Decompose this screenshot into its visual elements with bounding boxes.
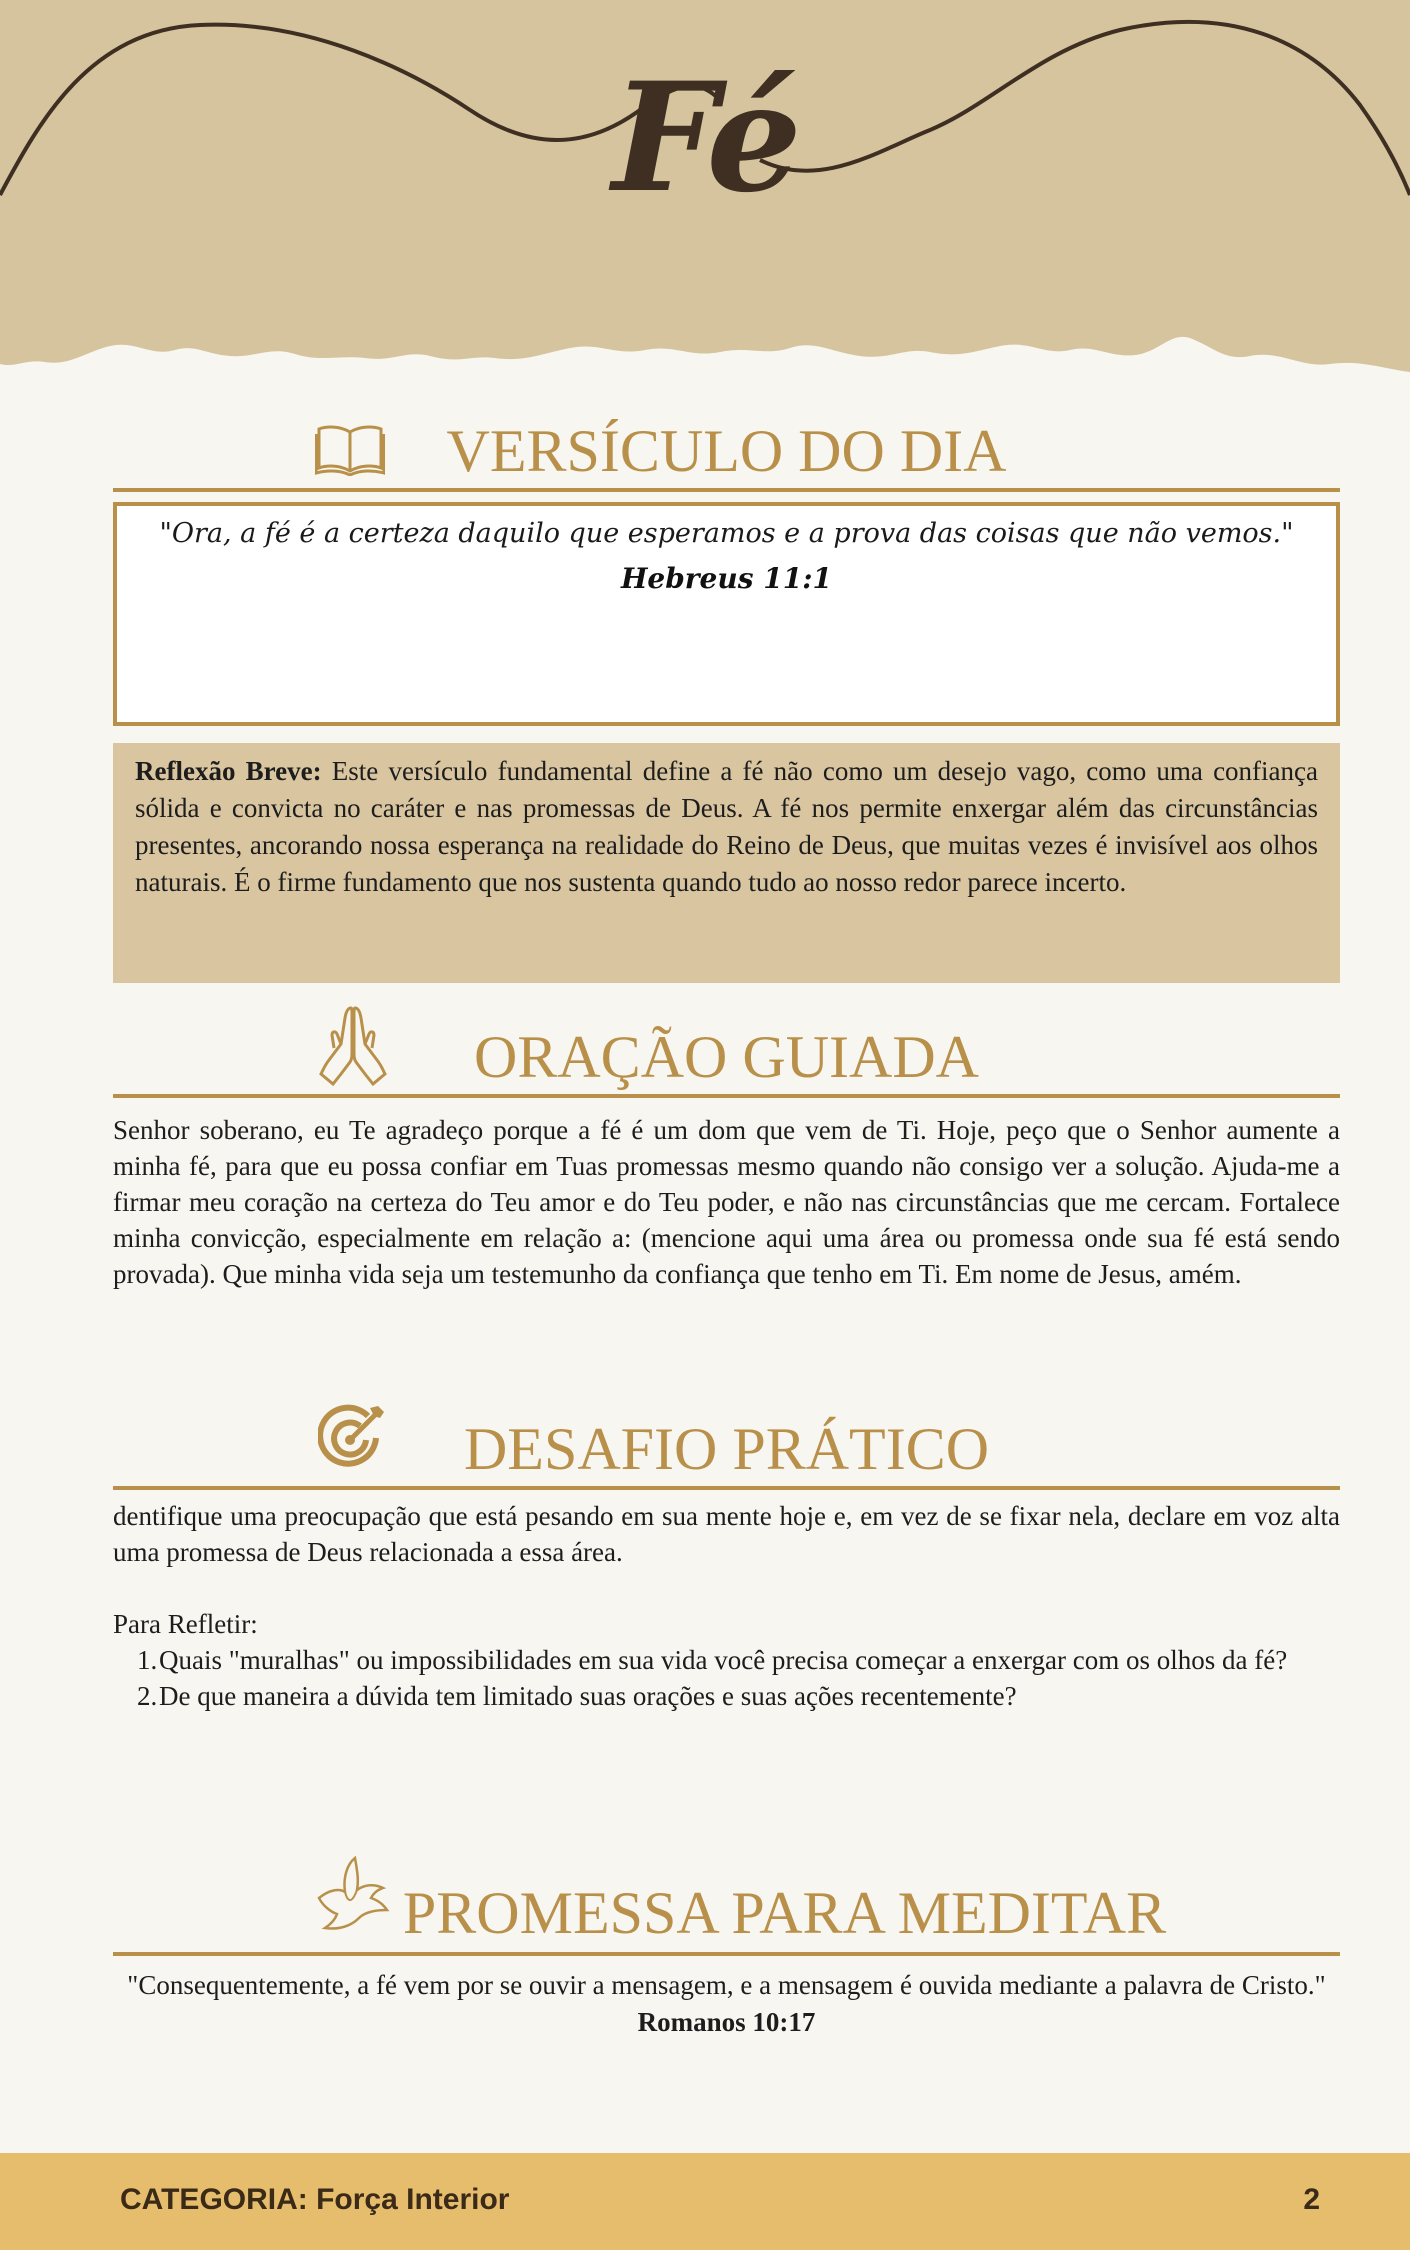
list-item <box>113 1642 1340 1678</box>
verse-section-title: VERSÍCULO DO DIA <box>446 418 1007 484</box>
page-title: Fé <box>612 50 798 226</box>
reflect-question-list <box>113 1642 1340 1714</box>
verse-reference: Hebreus 11:1 <box>620 562 833 595</box>
promise-text: "Consequentemente, a fé vem por se ouvir a mensagem, e a mensagem é ouvida mediante a palavra de Cristo." <box>127 1970 1326 2000</box>
promise-block <box>113 1967 1340 2041</box>
verse-text: "Ora, a fé é a certeza daquilo que esperamos e a prova das coisas que não vemos." <box>159 518 1294 549</box>
footer-bar <box>0 2153 1410 2250</box>
list-item-text: Quais "muralhas" ou impossibilidades em sua vida você precisa começar a enxergar com os olhos da fé? <box>159 1645 1288 1675</box>
reflect-label: Para Refletir: <box>113 1609 258 1639</box>
prayer-text: Senhor soberano, eu Te agradeço porque a fé é um dom que vem de Ti. Hoje, peço que o Senhor aumente a minha fé, para que eu possa confiar em Tuas promessas mesmo quando não consigo ver a solução. Ajuda-me a firmar meu coração na certeza do Teu amor e do Teu poder, e não nas circunstâncias que me cercam. Fortalece minha convicção, especialmente em relação a: (mencione aqui uma área ou promessa onde sua fé está sendo provada). Que minha vida seja um testemunho da confiança que tenho em Ti. Em nome de Jesus, amém. <box>113 1115 1340 1289</box>
challenge-body <box>113 1498 1340 1714</box>
challenge-section-header <box>113 1398 1340 1490</box>
reflection-text: Este versículo fundamental define a fé não como um desejo vago, como uma confiança sólida e convicta no caráter e nas promessas de Deus. A fé nos permite enxergar além das circunstâncias presentes, ancorando nossa esperança na realidade do Reino de Deus, que muitas vezes é invisível aos olhos naturais. É o firme fundamento que nos sustenta quando tudo ao nosso redor parece incerto. <box>135 756 1319 897</box>
challenge-section-title: DESAFIO PRÁTICO <box>463 1416 990 1482</box>
reflection-label: Reflexão Breve: <box>135 756 322 786</box>
promise-section-title: PROMESSA PARA MEDITAR <box>402 1880 1167 1946</box>
list-item-number: 2. <box>137 1681 158 1711</box>
list-item-text: De que maneira a dúvida tem limitado suas orações e suas ações recentemente? <box>159 1681 1017 1711</box>
list-item-number: 1. <box>137 1645 158 1675</box>
page-number: 2 <box>1303 2183 1320 2216</box>
verse-box <box>113 502 1340 726</box>
reflection-box <box>113 743 1340 983</box>
footer-category: CATEGORIA: Força Interior <box>120 2183 510 2216</box>
challenge-text: dentifique uma preocupação que está pesando em sua mente hoje e, em vez de se fixar nela, declare em voz alta uma promessa de Deus relacionada a essa área. <box>113 1501 1340 1567</box>
list-item <box>113 1678 1340 1714</box>
promise-section-header <box>113 1852 1340 1956</box>
header-banner <box>0 0 1410 400</box>
prayer-section-title: ORAÇÃO GUIADA <box>474 1024 979 1090</box>
promise-reference: Romanos 10:17 <box>637 2007 816 2037</box>
verse-section-header <box>113 416 1340 492</box>
prayer-section-header <box>113 1000 1340 1098</box>
